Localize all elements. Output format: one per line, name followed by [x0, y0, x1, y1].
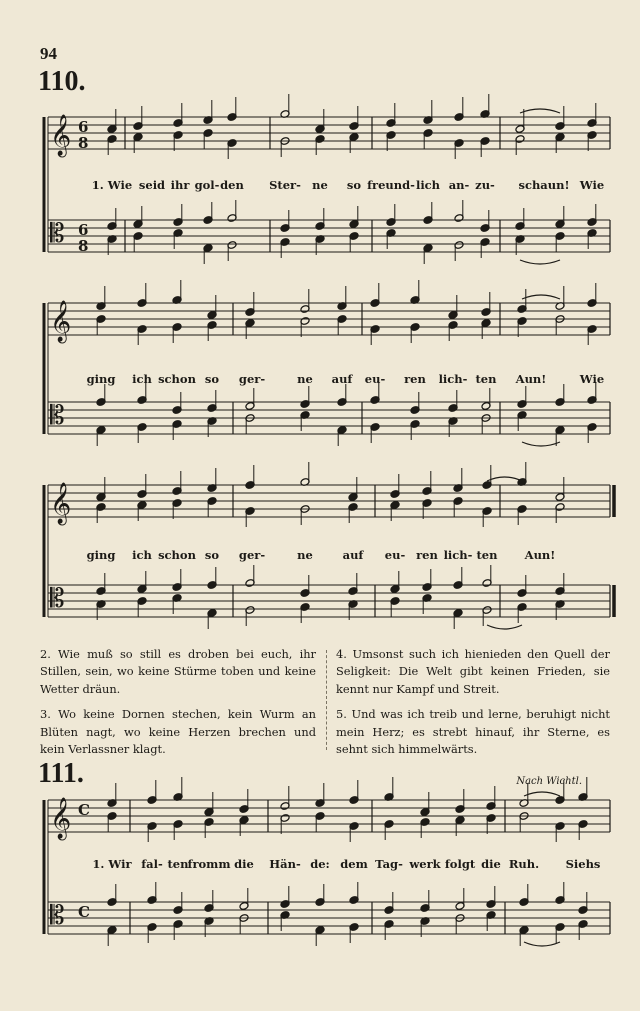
- bass-clef: 𝄡: [50, 401, 65, 431]
- lyric-syllable: ren: [416, 548, 438, 562]
- slur: [487, 625, 522, 629]
- treble-clef: 𝄞: [50, 115, 72, 156]
- hymn-111-composer: Nach Wichtl.: [516, 776, 582, 787]
- page-number: 94: [40, 44, 57, 63]
- lyric-syllable: auf: [331, 372, 353, 386]
- hymn-111-number: 111.: [38, 758, 84, 789]
- lyric-syllable: ger-: [238, 372, 266, 386]
- slur: [487, 477, 522, 481]
- time-signature: C: [78, 903, 90, 921]
- lyric-syllable: Siehs: [565, 857, 601, 871]
- lyric-syllable: ten: [475, 372, 497, 386]
- bass-clef: 𝄡: [50, 584, 65, 614]
- time-signature: 8: [78, 237, 89, 255]
- lyric-syllable: Wie: [579, 178, 605, 192]
- lyric-syllable: werk: [409, 857, 441, 871]
- lyric-syllable: eu-: [364, 372, 386, 386]
- lyric-syllable: auf: [342, 548, 364, 562]
- treble-clef: 𝄞: [50, 301, 72, 342]
- lyric-syllable: Aun!: [515, 372, 547, 386]
- time-signature: 6: [78, 118, 89, 136]
- lyric-syllable: so: [204, 548, 220, 562]
- verse-paragraph: 5. Und was ich treib und lerne, beruhigt nicht mein Herz; es strebt hinauf, ihr Sterne, es sehnt sich himmelwärts.: [336, 707, 610, 757]
- lyric-syllable: schon: [158, 372, 196, 386]
- lyric-syllable: schon: [158, 548, 196, 562]
- lyric-syllable: lich-: [443, 548, 473, 562]
- slur: [522, 442, 560, 446]
- lyric-syllable: an-: [448, 178, 470, 192]
- lyric-syllable: freund-: [367, 178, 415, 192]
- verse-paragraph: 2. Wie muß so still es droben bei euch, ihr Stillen, sein, wo keine Stürme toben und keine Wetter dräun.: [40, 647, 316, 696]
- bass-clef: 𝄡: [50, 901, 65, 931]
- hymn-110-number: 110.: [38, 66, 86, 97]
- lyric-syllable: lich-: [438, 372, 468, 386]
- lyric-syllable: ne: [297, 372, 313, 386]
- slur: [524, 792, 560, 796]
- lyric-syllable: den: [220, 178, 244, 192]
- lyric-syllable: folgt: [444, 857, 476, 871]
- lyric-syllable: ich: [132, 548, 152, 562]
- lyric-syllable: Aun!: [524, 548, 556, 562]
- lyric-syllable: ihr: [170, 178, 190, 192]
- lyric-syllable: zu-: [475, 178, 495, 192]
- lyric-syllable: fromm: [187, 857, 231, 871]
- lyric-syllable: 1. Wir: [92, 857, 132, 871]
- lyric-syllable: ne: [297, 548, 313, 562]
- time-signature: 6: [78, 221, 89, 239]
- verses-left-column: [40, 646, 316, 766]
- lyric-syllable: so: [346, 178, 362, 192]
- lyric-syllable: ger-: [238, 548, 266, 562]
- slur: [520, 109, 560, 113]
- lyric-syllable: die: [481, 857, 501, 871]
- treble-clef: 𝄞: [50, 483, 72, 524]
- lyric-syllable: dem: [340, 857, 368, 871]
- lyric-syllable: lich: [415, 178, 441, 192]
- column-divider: [326, 650, 327, 750]
- lyric-syllable: 1. Wie: [91, 178, 133, 192]
- lyric-syllable: Tag-: [375, 857, 403, 871]
- lyric-syllable: ren: [404, 372, 426, 386]
- time-signature: C: [78, 801, 90, 819]
- lyric-syllable: ten: [167, 857, 189, 871]
- lyric-syllable: ging: [86, 372, 116, 386]
- lyric-syllable: Ster-: [269, 178, 301, 192]
- lyric-syllable: seid: [138, 178, 166, 192]
- slur: [522, 295, 560, 299]
- lyric-syllable: ten: [476, 548, 498, 562]
- lyric-syllable: de:: [310, 857, 330, 871]
- verses-right-column: [336, 646, 610, 766]
- lyric-syllable: so: [204, 372, 220, 386]
- slur: [520, 260, 560, 264]
- lyric-syllable: Ruh.: [508, 857, 540, 871]
- lyric-syllable: schaun!: [518, 178, 570, 192]
- lyric-syllable: die: [234, 857, 254, 871]
- lyric-syllable: eu-: [384, 548, 406, 562]
- lyric-syllable: ich: [132, 372, 152, 386]
- bass-clef: 𝄡: [50, 219, 65, 249]
- lyric-syllable: fal-: [141, 857, 163, 871]
- verse-paragraph: 4. Umsonst such ich hienieden den Quell der Seligkeit: Die Welt gibt keinen Frieden, sie kennt nur Kampf und Streit.: [336, 647, 610, 696]
- treble-clef: 𝄞: [50, 798, 72, 839]
- time-signature: 8: [78, 134, 89, 152]
- lyric-syllable: ne: [312, 178, 328, 192]
- slur: [524, 942, 560, 946]
- lyric-syllable: Hän-: [269, 857, 301, 871]
- lyric-syllable: gol-: [194, 178, 220, 192]
- verse-paragraph: 3. Wo keine Dornen stechen, kein Wurm an Blüten nagt, wo keine Herzen brechen und kein Verlassner klagt.: [40, 707, 316, 757]
- lyric-syllable: Wie: [579, 372, 605, 386]
- lyric-syllable: ging: [86, 548, 116, 562]
